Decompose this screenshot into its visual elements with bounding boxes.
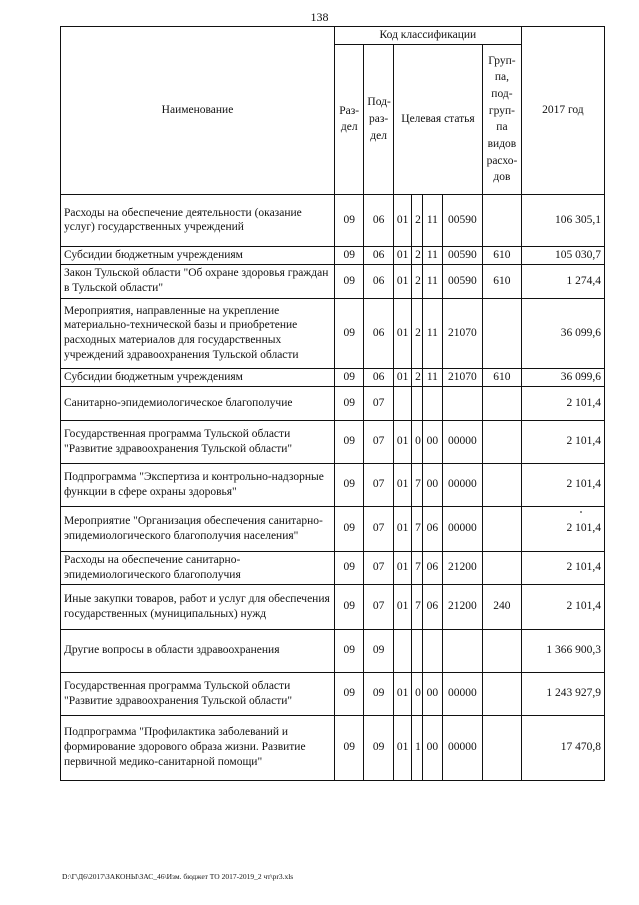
header-classification-code: Код классификации bbox=[335, 27, 522, 45]
row-name: Государственная программа Тульской области "Развитие здравоохранения Тульской области" bbox=[61, 672, 335, 715]
row-target-subprogram: 0 bbox=[412, 420, 423, 463]
row-target-program bbox=[393, 386, 411, 420]
row-expense-group bbox=[483, 386, 522, 420]
table-row bbox=[61, 420, 605, 463]
row-target-program: 01 bbox=[393, 463, 411, 506]
row-podrazdel: 07 bbox=[364, 551, 393, 584]
row-amount: 36 099,6 bbox=[521, 298, 604, 368]
row-amount: 2 101,4 bbox=[521, 506, 604, 551]
row-podrazdel: 06 bbox=[364, 194, 393, 246]
row-amount: 105 030,7 bbox=[521, 246, 604, 264]
row-target-measure: 00 bbox=[423, 672, 442, 715]
row-name: Государственная программа Тульской области "Развитие здравоохранения Тульской области" bbox=[61, 420, 335, 463]
row-razdel: 09 bbox=[335, 672, 364, 715]
row-podrazdel: 06 bbox=[364, 298, 393, 368]
row-target-subprogram bbox=[412, 629, 423, 672]
row-amount: 2 101,4 bbox=[521, 386, 604, 420]
row-razdel: 09 bbox=[335, 584, 364, 629]
row-amount: 17 470,8 bbox=[521, 715, 604, 780]
row-target-direction: 00590 bbox=[442, 246, 483, 264]
row-expense-group bbox=[483, 506, 522, 551]
row-podrazdel: 07 bbox=[364, 506, 393, 551]
row-target-direction: 00000 bbox=[442, 506, 483, 551]
row-podrazdel: 06 bbox=[364, 246, 393, 264]
row-target-direction: 00590 bbox=[442, 194, 483, 246]
table-row bbox=[61, 298, 605, 368]
row-expense-group: 610 bbox=[483, 368, 522, 386]
row-target-subprogram: 2 bbox=[412, 194, 423, 246]
header-name: Наименование bbox=[61, 27, 335, 195]
row-podrazdel: 07 bbox=[364, 463, 393, 506]
row-target-program: 01 bbox=[393, 264, 411, 298]
row-name: Расходы на обеспечение деятельности (оказание услуг) государственных учреждений bbox=[61, 194, 335, 246]
row-target-subprogram bbox=[412, 386, 423, 420]
row-razdel: 09 bbox=[335, 386, 364, 420]
row-target-subprogram: 2 bbox=[412, 368, 423, 386]
row-razdel: 09 bbox=[335, 194, 364, 246]
table-row bbox=[61, 672, 605, 715]
row-razdel: 09 bbox=[335, 715, 364, 780]
row-target-direction bbox=[442, 629, 483, 672]
row-target-measure: 06 bbox=[423, 551, 442, 584]
table-row bbox=[61, 386, 605, 420]
row-expense-group bbox=[483, 672, 522, 715]
row-name: Другие вопросы в области здравоохранения bbox=[61, 629, 335, 672]
row-target-direction: 00000 bbox=[442, 672, 483, 715]
header-section: Раз- дел bbox=[335, 44, 364, 194]
row-target-direction: 21070 bbox=[442, 298, 483, 368]
row-target-program: 01 bbox=[393, 584, 411, 629]
row-amount: 1 274,4 bbox=[521, 264, 604, 298]
table-row bbox=[61, 368, 605, 386]
row-name: Подпрограмма "Экспертиза и контрольно-надзорные функции в сфере охраны здоровья" bbox=[61, 463, 335, 506]
row-target-subprogram: 7 bbox=[412, 506, 423, 551]
row-razdel: 09 bbox=[335, 551, 364, 584]
row-target-measure: 00 bbox=[423, 420, 442, 463]
row-target-program: 01 bbox=[393, 551, 411, 584]
table-row bbox=[61, 463, 605, 506]
row-target-subprogram: 7 bbox=[412, 463, 423, 506]
row-podrazdel: 09 bbox=[364, 715, 393, 780]
row-expense-group bbox=[483, 420, 522, 463]
header-expense-group: Груп- па, под- груп- па видов расхо- дов bbox=[483, 44, 522, 194]
row-razdel: 09 bbox=[335, 264, 364, 298]
row-podrazdel: 06 bbox=[364, 264, 393, 298]
row-razdel: 09 bbox=[335, 463, 364, 506]
row-target-program bbox=[393, 629, 411, 672]
row-name: Субсидии бюджетным учреждениям bbox=[61, 246, 335, 264]
row-podrazdel: 07 bbox=[364, 584, 393, 629]
row-target-direction: 00000 bbox=[442, 715, 483, 780]
table-row bbox=[61, 264, 605, 298]
row-target-direction bbox=[442, 386, 483, 420]
table-row bbox=[61, 246, 605, 264]
row-expense-group: 610 bbox=[483, 264, 522, 298]
row-expense-group: 610 bbox=[483, 246, 522, 264]
row-expense-group: 240 bbox=[483, 584, 522, 629]
row-target-program: 01 bbox=[393, 194, 411, 246]
row-amount: 2 101,4 bbox=[521, 551, 604, 584]
row-target-measure: 11 bbox=[423, 246, 442, 264]
row-target-measure: 11 bbox=[423, 298, 442, 368]
row-target-program: 01 bbox=[393, 298, 411, 368]
page-number: 138 bbox=[310, 10, 329, 24]
row-expense-group bbox=[483, 715, 522, 780]
row-target-subprogram: 2 bbox=[412, 298, 423, 368]
row-name: Санитарно-эпидемиологическое благополучие bbox=[61, 386, 335, 420]
row-target-measure bbox=[423, 629, 442, 672]
header-year: 2017 год bbox=[521, 27, 604, 195]
row-razdel: 09 bbox=[335, 246, 364, 264]
header-target-article: Целевая статья bbox=[393, 44, 482, 194]
table-row bbox=[61, 506, 605, 551]
row-podrazdel: 06 bbox=[364, 368, 393, 386]
table-row bbox=[61, 584, 605, 629]
row-name: Мероприятие "Организация обеспечения санитарно-эпидемиологического благополучия населения" bbox=[61, 506, 335, 551]
budget-table bbox=[60, 26, 605, 781]
row-name: Расходы на обеспечение санитарно-эпидемиологического благополучия bbox=[61, 551, 335, 584]
row-amount: 1 366 900,3 bbox=[521, 629, 604, 672]
row-target-subprogram: 7 bbox=[412, 551, 423, 584]
row-razdel: 09 bbox=[335, 420, 364, 463]
table-row bbox=[61, 194, 605, 246]
scan-artifact bbox=[580, 511, 582, 513]
row-expense-group bbox=[483, 551, 522, 584]
row-target-program: 01 bbox=[393, 672, 411, 715]
row-expense-group bbox=[483, 298, 522, 368]
row-target-subprogram: 2 bbox=[412, 264, 423, 298]
row-target-direction: 21070 bbox=[442, 368, 483, 386]
header-subsection: Под- раз- дел bbox=[364, 44, 393, 194]
row-target-program: 01 bbox=[393, 420, 411, 463]
row-target-subprogram: 2 bbox=[412, 246, 423, 264]
row-name: Субсидии бюджетным учреждениям bbox=[61, 368, 335, 386]
row-target-measure: 11 bbox=[423, 368, 442, 386]
footer-file-path: D:\Г\Д6\2017\ЗАКОНЫ\ЗАС_46\Изм. бюджет ТО 2017-2019_2 чт\pr3.xls bbox=[62, 872, 294, 881]
row-target-subprogram: 0 bbox=[412, 672, 423, 715]
row-podrazdel: 07 bbox=[364, 386, 393, 420]
row-amount: 2 101,4 bbox=[521, 463, 604, 506]
row-expense-group bbox=[483, 629, 522, 672]
row-target-measure: 00 bbox=[423, 463, 442, 506]
table-row bbox=[61, 629, 605, 672]
row-expense-group bbox=[483, 463, 522, 506]
row-razdel: 09 bbox=[335, 368, 364, 386]
row-target-measure bbox=[423, 386, 442, 420]
row-target-program: 01 bbox=[393, 506, 411, 551]
row-amount: 36 099,6 bbox=[521, 368, 604, 386]
row-razdel: 09 bbox=[335, 298, 364, 368]
row-target-measure: 06 bbox=[423, 584, 442, 629]
row-name: Мероприятия, направленные на укрепление материально-технической базы и приобретение расходных материалов для государственных учреждений здравоохранения Тульской области bbox=[61, 298, 335, 368]
row-expense-group bbox=[483, 194, 522, 246]
row-amount: 2 101,4 bbox=[521, 420, 604, 463]
row-amount: 2 101,4 bbox=[521, 584, 604, 629]
row-target-direction: 00000 bbox=[442, 463, 483, 506]
row-podrazdel: 09 bbox=[364, 672, 393, 715]
row-amount: 106 305,1 bbox=[521, 194, 604, 246]
row-target-program: 01 bbox=[393, 368, 411, 386]
row-target-measure: 11 bbox=[423, 264, 442, 298]
row-razdel: 09 bbox=[335, 629, 364, 672]
row-target-direction: 21200 bbox=[442, 551, 483, 584]
row-razdel: 09 bbox=[335, 506, 364, 551]
row-name: Иные закупки товаров, работ и услуг для обеспечения государственных (муниципальных) нужд bbox=[61, 584, 335, 629]
row-target-subprogram: 7 bbox=[412, 584, 423, 629]
row-target-direction: 00590 bbox=[442, 264, 483, 298]
table-row bbox=[61, 715, 605, 780]
row-target-direction: 21200 bbox=[442, 584, 483, 629]
row-name: Подпрограмма "Профилактика заболеваний и формирование здорового образа жизни. Развитие первичной медико-санитарной помощи" bbox=[61, 715, 335, 780]
row-amount: 1 243 927,9 bbox=[521, 672, 604, 715]
row-target-measure: 06 bbox=[423, 506, 442, 551]
row-name: Закон Тульской области "Об охране здоровья граждан в Тульской области" bbox=[61, 264, 335, 298]
row-podrazdel: 09 bbox=[364, 629, 393, 672]
row-target-measure: 11 bbox=[423, 194, 442, 246]
row-target-program: 01 bbox=[393, 246, 411, 264]
row-podrazdel: 07 bbox=[364, 420, 393, 463]
row-target-measure: 00 bbox=[423, 715, 442, 780]
row-target-program: 01 bbox=[393, 715, 411, 780]
table-row bbox=[61, 551, 605, 584]
row-target-direction: 00000 bbox=[442, 420, 483, 463]
row-target-subprogram: 1 bbox=[412, 715, 423, 780]
